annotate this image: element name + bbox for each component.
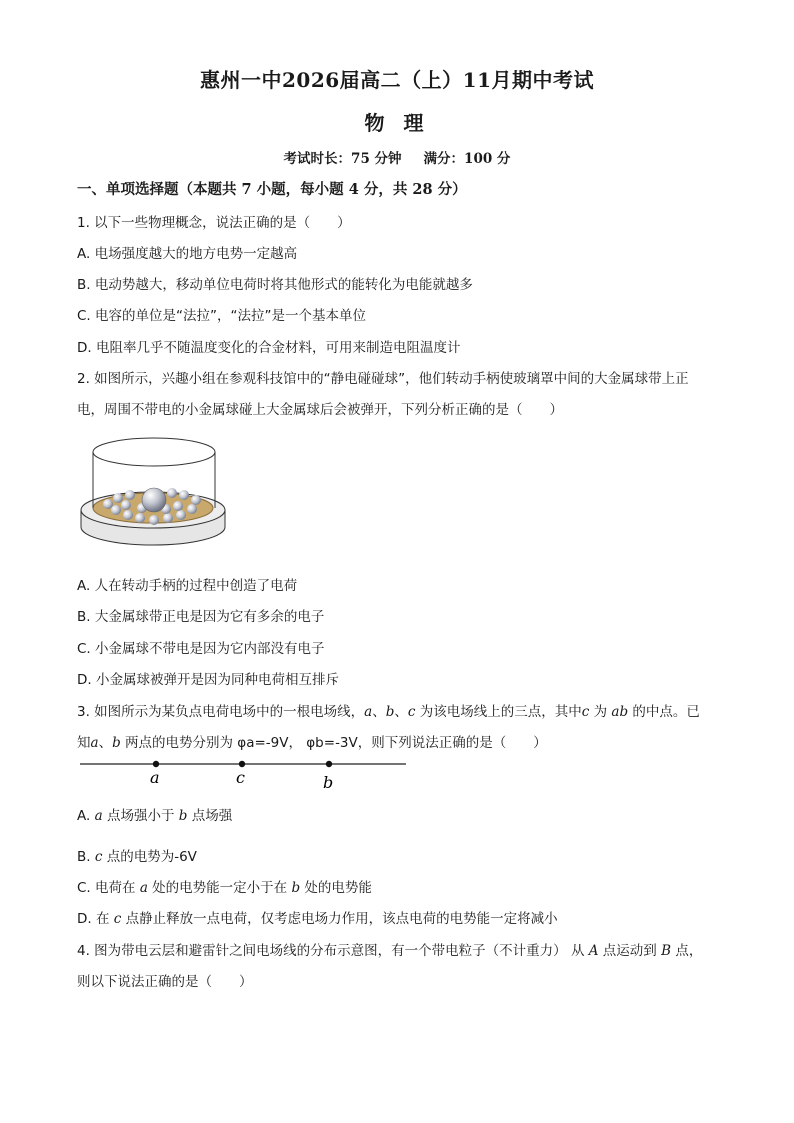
point-b: [326, 761, 332, 767]
electric-field-line-figure: [78, 756, 410, 792]
label-c: c: [236, 768, 245, 787]
q1-option-b: B. 电动势越大，移动单位电荷时将其他形式的能转化为电能就越多: [77, 277, 473, 293]
q3-option-c: C. 电荷在 a 处的电势能一定小于在 b 处的电势能: [77, 880, 372, 896]
q3-stem-line2: 知a、b 两点的电势分别为 φa=-9V， φb=-3V，则下列说法正确的是（ ）: [77, 735, 547, 751]
q3-option-d: D. 在 c 点静止释放一点电荷，仅考虑电场力作用，该点电荷的电势能一定将减小: [77, 911, 558, 927]
exam-time: 考试时长：75 分钟: [283, 151, 402, 167]
label-b: b: [323, 773, 334, 792]
q4-stem-line1: 4. 图为带电云层和避雷针之间电场线的分布示意图，有一个带电粒子（不计重力） 从 A 点运动到 B 点，: [77, 943, 703, 959]
q2-option-b: B. 大金属球带正电是因为它有多余的电子: [77, 609, 325, 625]
exam-score: 满分：100 分: [423, 151, 511, 167]
subject-title: 物 理: [364, 111, 430, 135]
exam-meta: [0, 147, 794, 167]
large-metal-ball: [142, 488, 166, 512]
q3-option-a: A. a 点场强小于 b 点场强: [77, 808, 233, 824]
q1-option-c: C. 电容的单位是“法拉”，“法拉”是一个基本单位: [77, 308, 366, 324]
q1-option-a: A. 电场强度越大的地方电势一定越高: [77, 246, 298, 262]
q2-option-a: A. 人在转动手柄的过程中创造了电荷: [77, 578, 298, 594]
q1-stem: 1. 以下一些物理概念，说法正确的是（ ）: [77, 215, 351, 231]
q2-stem-line1: 2. 如图所示，兴趣小组在参观科技馆中的“静电碰碰球”，他们转动手柄使玻璃罩中间的大金属球带上正: [77, 371, 689, 387]
exam-title: 惠州一中2026届高二（上）11月期中考试: [200, 68, 594, 92]
q3-option-b: B. c 点的电势为-6V: [77, 849, 197, 865]
section-heading: 一、单项选择题（本题共 7 小题，每小题 4 分，共 28 分）: [77, 181, 467, 198]
q4-stem-line2: 则以下说法正确的是（ ）: [77, 974, 253, 990]
point-c: [239, 761, 245, 767]
q2-option-c: C. 小金属球不带电是因为它内部没有电子: [77, 641, 325, 657]
collision-ball-figure: [78, 432, 228, 552]
q2-stem-line2: 电，周围不带电的小金属球碰上大金属球后会被弹开，下列分析正确的是（ ）: [77, 402, 563, 418]
label-a: a: [150, 768, 160, 787]
q1-option-d: D. 电阻率几乎不随温度变化的合金材料，可用来制造电阻温度计: [77, 340, 461, 356]
point-a: [153, 761, 159, 767]
q3-stem-line1: 3. 如图所示为某负点电荷电场中的一根电场线，a、b、c 为该电场线上的三点，其中c 为 ab 的中点。已: [77, 704, 700, 720]
q2-option-d: D. 小金属球被弹开是因为同种电荷相互排斥: [77, 672, 339, 688]
